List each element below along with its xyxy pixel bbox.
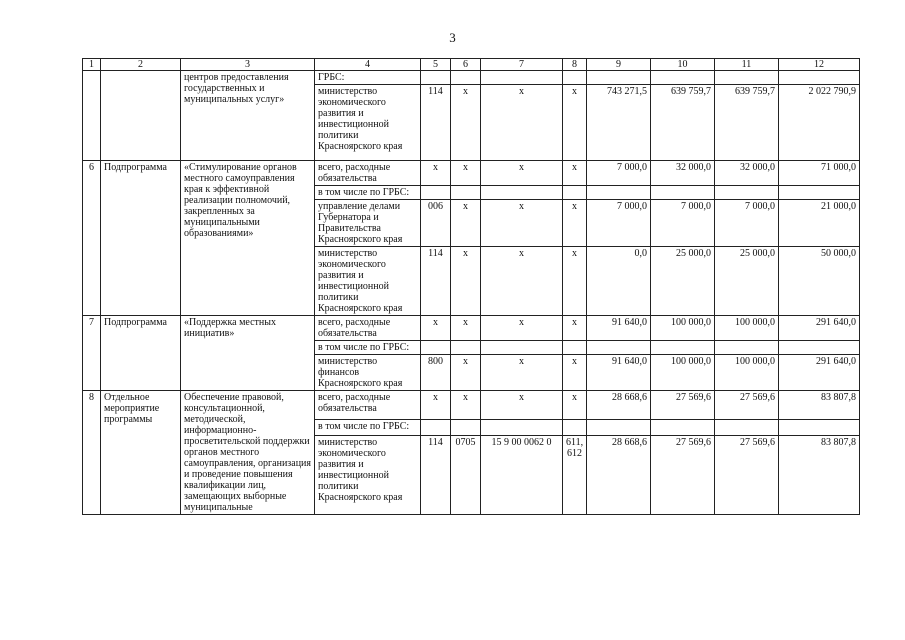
type-cell: Отдельное мероприятие программы xyxy=(101,391,181,515)
expense-type: х xyxy=(563,161,587,186)
row-number-cell xyxy=(83,71,101,161)
amount-year-3: 27 569,6 xyxy=(715,391,779,420)
table-row xyxy=(83,71,860,85)
section-code: х xyxy=(451,247,481,316)
program-name-cell: центров предоставления государственных и муниципальных услуг» xyxy=(181,71,315,161)
grbs-name: управление делами Губернатора и Правительства Красноярского края xyxy=(315,200,421,247)
col-header: 11 xyxy=(715,59,779,71)
amount-total: 21 000,0 xyxy=(779,200,860,247)
grbs-name: министерство экономического развития и инвестиционной политики Красноярского края xyxy=(315,247,421,316)
col-header: 8 xyxy=(563,59,587,71)
col-header: 5 xyxy=(421,59,451,71)
grbs-code: х xyxy=(421,391,451,420)
section-code: х xyxy=(451,85,481,161)
header-row xyxy=(83,59,860,71)
target-code: х xyxy=(481,355,563,391)
col-header: 12 xyxy=(779,59,860,71)
total-label: всего, расходные обязательства xyxy=(315,161,421,186)
type-cell: Подпрограмма xyxy=(101,161,181,316)
amount-year-1: 91 640,0 xyxy=(587,316,651,341)
row-number-cell: 7 xyxy=(83,316,101,391)
amount-total: 83 807,8 xyxy=(779,435,860,514)
grbs-label: в том числе по ГРБС: xyxy=(315,419,421,435)
amount-year-3: 27 569,6 xyxy=(715,435,779,514)
section-code: 0705 xyxy=(451,435,481,514)
expense-type: х xyxy=(563,247,587,316)
grbs-label: в том числе по ГРБС: xyxy=(315,341,421,355)
grbs-code: 114 xyxy=(421,247,451,316)
target-code: х xyxy=(481,161,563,186)
amount-year-1: 91 640,0 xyxy=(587,355,651,391)
grbs-code: 114 xyxy=(421,85,451,161)
amount-year-1: 28 668,6 xyxy=(587,391,651,420)
type-cell xyxy=(101,71,181,161)
program-name-cell: Обеспечение правовой, консультационной, методической, информационно-просветительской поддержки органов местного самоуправления, организация и проведение повышения квалификации лиц, замещающих выборные муниципальные xyxy=(181,391,315,515)
section-code: х xyxy=(451,355,481,391)
target-code: 15 9 00 0062 0 xyxy=(481,435,563,514)
col-header: 7 xyxy=(481,59,563,71)
amount-year-2: 32 000,0 xyxy=(651,161,715,186)
amount-year-3: 25 000,0 xyxy=(715,247,779,316)
page-number: 3 xyxy=(449,30,456,45)
program-name-cell: «Поддержка местных инициатив» xyxy=(181,316,315,391)
amount-year-2: 27 569,6 xyxy=(651,391,715,420)
row-number-cell: 6 xyxy=(83,161,101,316)
amount-year-3: 100 000,0 xyxy=(715,355,779,391)
col-header: 2 xyxy=(101,59,181,71)
col-header: 10 xyxy=(651,59,715,71)
expense-type: х xyxy=(563,316,587,341)
amount-total: 2 022 790,9 xyxy=(779,85,860,161)
target-code: х xyxy=(481,247,563,316)
table-row xyxy=(83,161,860,186)
amount-total: 83 807,8 xyxy=(779,391,860,420)
table-row xyxy=(83,391,860,420)
program-name-cell: «Стимулирование органов местного самоуправления края к эффективной реализации полномочий, закрепленных за муниципальными образованиями» xyxy=(181,161,315,316)
grbs-name: министерство экономического развития и инвестиционной политики Красноярского края xyxy=(315,435,421,514)
col-header: 1 xyxy=(83,59,101,71)
amount-year-3: 7 000,0 xyxy=(715,200,779,247)
grbs-name: министерство финансов Красноярского края xyxy=(315,355,421,391)
grbs-code: 800 xyxy=(421,355,451,391)
expense-type: х xyxy=(563,355,587,391)
amount-year-1: 7 000,0 xyxy=(587,161,651,186)
grbs-name: министерство экономического развития и инвестиционной политики Красноярского края xyxy=(315,85,421,161)
amount-total: 291 640,0 xyxy=(779,316,860,341)
amount-year-3: 100 000,0 xyxy=(715,316,779,341)
target-code: х xyxy=(481,316,563,341)
target-code: х xyxy=(481,85,563,161)
table-row xyxy=(83,316,860,341)
amount-year-2: 639 759,7 xyxy=(651,85,715,161)
amount-total: 50 000,0 xyxy=(779,247,860,316)
total-label: всего, расходные обязательства xyxy=(315,316,421,341)
amount-year-2: 7 000,0 xyxy=(651,200,715,247)
expense-type: х xyxy=(563,391,587,420)
amount-year-2: 25 000,0 xyxy=(651,247,715,316)
section-code: х xyxy=(451,161,481,186)
amount-total: 291 640,0 xyxy=(779,355,860,391)
amount-year-1: 7 000,0 xyxy=(587,200,651,247)
grbs-code: 006 xyxy=(421,200,451,247)
amount-year-1: 743 271,5 xyxy=(587,85,651,161)
grbs-label: ГРБС: xyxy=(315,71,421,85)
grbs-code: х xyxy=(421,161,451,186)
expense-type: х xyxy=(563,200,587,247)
col-header: 4 xyxy=(315,59,421,71)
grbs-code: 114 xyxy=(421,435,451,514)
amount-year-3: 639 759,7 xyxy=(715,85,779,161)
amount-total: 71 000,0 xyxy=(779,161,860,186)
grbs-code: х xyxy=(421,316,451,341)
amount-year-2: 100 000,0 xyxy=(651,355,715,391)
section-code: х xyxy=(451,316,481,341)
total-label: всего, расходные обязательства xyxy=(315,391,421,420)
amount-year-2: 27 569,6 xyxy=(651,435,715,514)
type-cell: Подпрограмма xyxy=(101,316,181,391)
amount-year-1: 28 668,6 xyxy=(587,435,651,514)
col-header: 3 xyxy=(181,59,315,71)
target-code: х xyxy=(481,200,563,247)
col-header: 6 xyxy=(451,59,481,71)
expense-type: 611, 612 xyxy=(563,435,587,514)
grbs-label: в том числе по ГРБС: xyxy=(315,186,421,200)
amount-year-1: 0,0 xyxy=(587,247,651,316)
target-code: х xyxy=(481,391,563,420)
budget-table xyxy=(82,58,860,515)
col-header: 9 xyxy=(587,59,651,71)
row-number-cell: 8 xyxy=(83,391,101,515)
expense-type: х xyxy=(563,85,587,161)
section-code: х xyxy=(451,391,481,420)
amount-year-3: 32 000,0 xyxy=(715,161,779,186)
section-code: х xyxy=(451,200,481,247)
amount-year-2: 100 000,0 xyxy=(651,316,715,341)
